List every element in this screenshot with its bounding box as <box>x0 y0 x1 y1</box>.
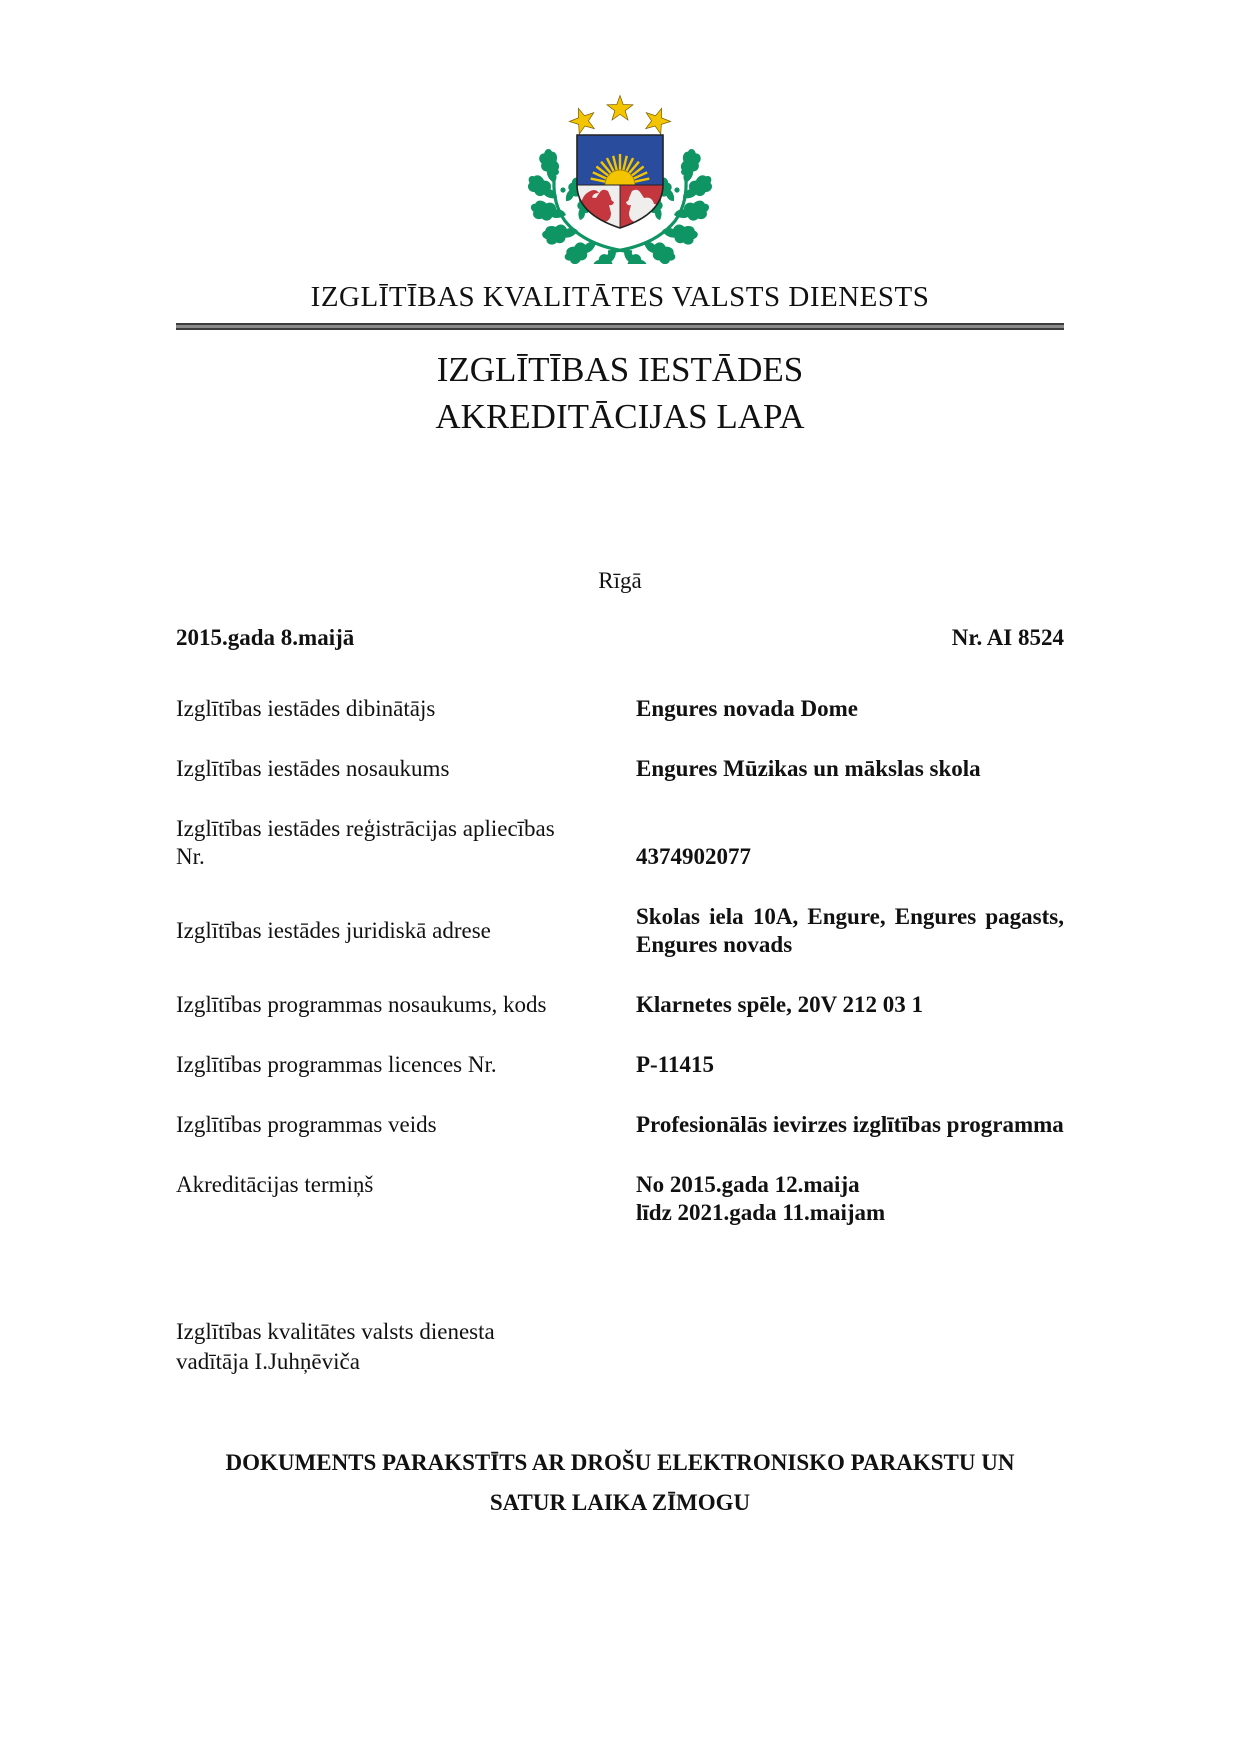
field-label: Akreditācijas termiņš <box>176 1172 374 1197</box>
document-title-line2: AKREDITĀCIJAS LAPA <box>435 397 805 436</box>
field-value: 4374902077 <box>636 844 751 869</box>
field-value: Skolas iela 10A, Engure, Engures pagasts, Engures novads <box>636 904 1064 957</box>
latvia-coat-of-arms-icon <box>520 90 720 264</box>
header-divider <box>176 323 1064 330</box>
field-row-registration-number <box>176 815 1064 871</box>
field-value: Klarnetes spēle, 20V 212 03 1 <box>636 992 924 1017</box>
signature-block <box>176 1317 1064 1377</box>
field-row-institution-name <box>176 755 1064 783</box>
place-label: Rīgā <box>598 568 642 593</box>
footer-line1: DOKUMENTS PARAKSTĪTS AR DROŠU ELEKTRONISKO PARAKSTU UN <box>225 1450 1015 1475</box>
fields-table <box>176 695 1064 1227</box>
field-value <box>636 1171 1064 1227</box>
field-value: Engures novada Dome <box>636 696 858 721</box>
emblem-stars <box>566 96 674 136</box>
organization-name: IZGLĪTĪBAS KVALITĀTES VALSTS DIENESTS <box>310 281 930 313</box>
field-row-programme-type <box>176 1111 1064 1139</box>
field-label: Izglītības iestādes nosaukums <box>176 756 450 781</box>
date-number-row <box>176 625 1064 651</box>
field-label: Izglītības iestādes reģistrācijas apliecības Nr. <box>176 816 555 869</box>
issue-date: 2015.gada 8.maijā <box>176 625 355 650</box>
electronic-signature-statement <box>176 1443 1064 1523</box>
document-title-line1: IZGLĪTĪBAS IESTĀDES <box>436 350 804 389</box>
field-row-licence-number <box>176 1051 1064 1079</box>
field-row-programme-name-code <box>176 991 1064 1019</box>
document-number: Nr. AI 8524 <box>951 625 1064 650</box>
signature-line1: Izglītības kvalitātes valsts dienesta <box>176 1319 495 1344</box>
field-label: Izglītības iestādes dibinātājs <box>176 696 436 721</box>
field-label: Izglītības programmas nosaukums, kods <box>176 992 547 1017</box>
field-value: Engures Mūzikas un mākslas skola <box>636 756 981 781</box>
footer-line2: SATUR LAIKA ZĪMOGU <box>489 1490 751 1515</box>
field-label: Izglītības iestādes juridiskā adrese <box>176 918 491 943</box>
term-until: līdz 2021.gada 11.maijam <box>636 1200 886 1225</box>
field-value: P-11415 <box>636 1052 714 1077</box>
field-label: Izglītības programmas veids <box>176 1112 437 1137</box>
field-label: Izglītības programmas licences Nr. <box>176 1052 497 1077</box>
field-row-founder <box>176 695 1064 723</box>
term-from: No 2015.gada 12.maija <box>636 1172 860 1197</box>
field-row-accreditation-term <box>176 1171 1064 1227</box>
document-title <box>176 346 1064 440</box>
signature-line2: vadītāja I.Juhņēviča <box>176 1349 360 1374</box>
document-content <box>176 0 1064 1523</box>
field-value: Profesionālās ievirzes izglītības programma <box>636 1112 1064 1137</box>
field-row-legal-address <box>176 903 1064 959</box>
emblem-container <box>176 0 1064 269</box>
